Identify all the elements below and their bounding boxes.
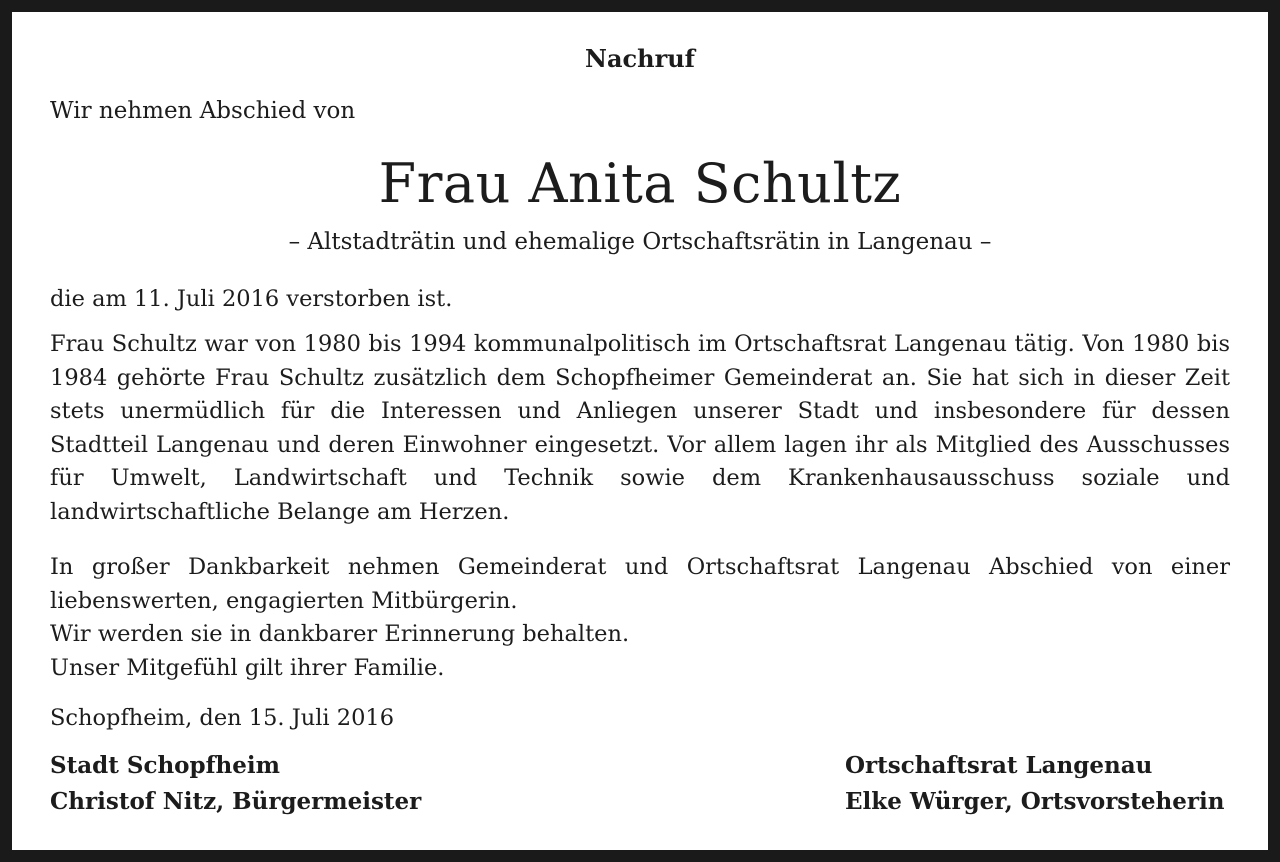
gratitude-paragraph: In großer Dankbarkeit nehmen Gemeinderat und Ortschaftsrat Langenau Abschied von einer liebenswerten, engagierten Mitbürgerin. [50,554,1230,614]
signature-block-council [845,748,1224,820]
signature-organization: Stadt Schopfheim [50,752,280,779]
signature-person: Christof Nitz, Bürgermeister [50,788,422,815]
death-date-line: die am 11. Juli 2016 verstorben ist. [50,286,453,312]
place-date-line: Schopfheim, den 15. Juli 2016 [50,705,395,731]
obituary-notice [12,12,1268,850]
remembrance-line: Wir werden sie in dankbarer Erinnerung behalten. [50,621,630,647]
signature-organization: Ortschaftsrat Langenau [845,752,1153,779]
intro-line: Wir nehmen Abschied von [50,98,356,124]
deceased-name: Frau Anita Schultz [378,152,902,215]
signature-block-city [50,748,421,820]
signature-person: Elke Würger, Ortsvorsteherin [845,788,1225,815]
sympathy-line: Unser Mitgefühl gilt ihrer Familie. [50,655,445,681]
deceased-title: – Altstadträtin und ehemalige Ortschaftsrätin in Langenau – [288,229,992,255]
notice-heading: Nachruf [585,44,695,73]
biography-paragraph: Frau Schultz war von 1980 bis 1994 kommunalpolitisch im Ortschaftsrat Langenau tätig. Von 1980 bis 1984 gehörte Frau Schultz zusätzlich dem Schopfheimer Gemeinderat an. Sie hat sich in dieser Zeit stets unermüdlich für die Interessen und Anliegen unserer Stadt und insbesondere für dessen Stadtteil Langenau und deren Einwohner eingesetzt. Vor allem lagen ihr als Mitglied des Ausschusses für Umwelt, Landwirtschaft und Technik sowie dem Krankenhausausschuss soziale und landwirtschaftliche Belange am Herzen. [50,331,1230,525]
